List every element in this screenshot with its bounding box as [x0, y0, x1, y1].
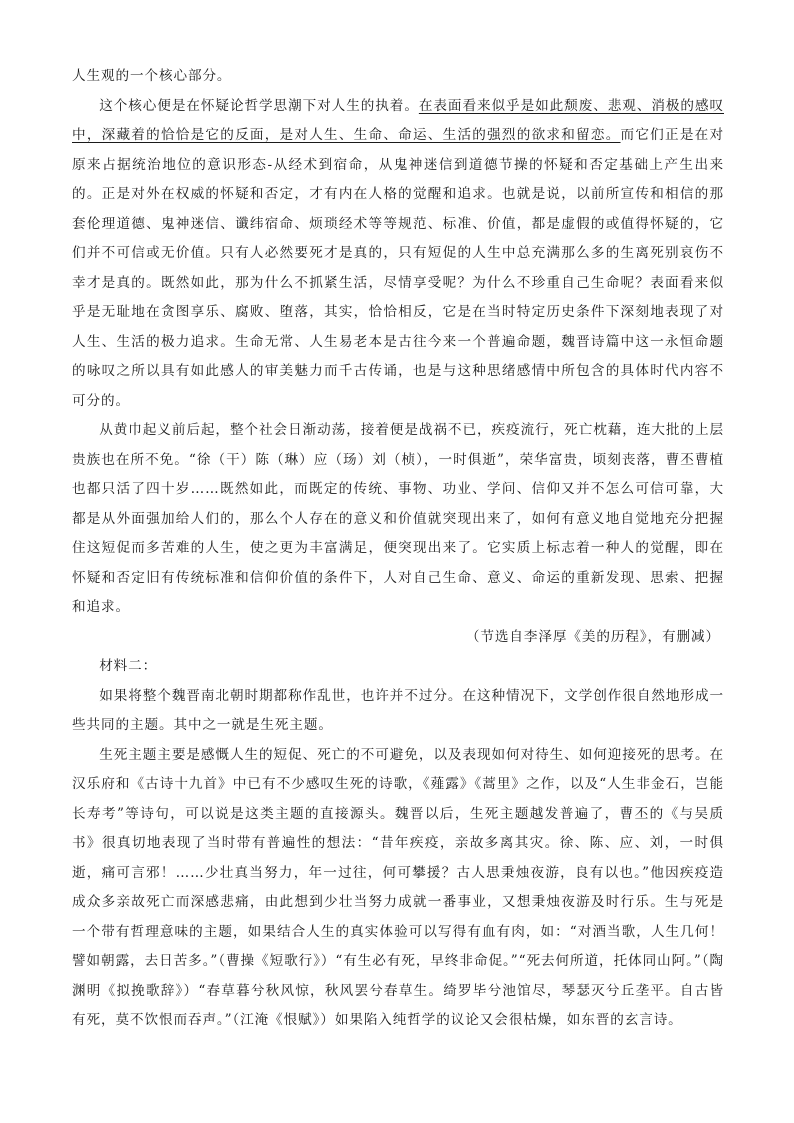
paragraph-continuation: 人生观的一个核心部分。 — [72, 68, 232, 84]
underlined-sentence: 在表面看来似乎是如此颓废、悲观、消极的感叹中，深藏着的恰恰是它的反面，是对人生、生命、命运、生活的强烈的欲求和留恋。 — [72, 97, 724, 143]
source-citation: （节选自李泽厚《美的历程》，有删减） — [465, 628, 720, 645]
paragraph-awakening: 从黄巾起义前后起，整个社会日渐动荡，接着便是战祸不已，疾疫流行，死亡枕藉，连大批的上层贵族也在所不免。“徐（干）陈（琳）应（玚）刘（桢），一时俱逝”，荣华富贵，顷刻丧落，曹丕曹植也都只活了四十岁……既然如此，而既定的传统、事物、功业、学问、信仰又并不怎么可信可靠，大都是从外面强加给人们的，那么个人存在的意义和价值就突现出来了，如何有意义地自觉地充分把握住这短促而多苦难的人生，使之更为丰富满足，便突现出来了。它实质上标志着一种人的觉醒，即在怀疑和否定旧有传统标准和信仰价值的条件下，人对自己生命、意义、命运的重新发现、思索、把握和追求。 — [72, 422, 724, 615]
paragraph-core-attachment — [72, 92, 724, 417]
paragraph-troubled-times: 如果将整个魏晋南北朝时期都称作乱世，也许并不过分。在这种情况下，文学创作很自然地形成一些共同的主题。其中之一就是生死主题。 — [72, 687, 724, 733]
material-two-heading: 材料二： — [99, 658, 158, 674]
paragraph-body-text: 而它们正是在对原来占据统治地位的意识形态-从经术到宿命，从鬼神迷信到道德节操的怀疑和否定基础上产生出来的。正是对外在权威的怀疑和否定，才有内在人格的觉醒和追求。也就是说，以前所宣传和相信的那套伦理道德、鬼神迷信、谶纬宿命、烦琐经术等等规范、标准、价值，都是虚假的或值得怀疑的，它们并不可信或无价值。只有人必然要死才是真的，只有短促的人生中总充满那么多的生离死别哀伤不幸才是真的。既然如此，那为什么不抓紧生活，尽情享受呢？为什么不珍重自己生命呢？表面看来似乎是无耻地在贪图享乐、腐败、堕落，其实，恰恰相反，它是在当时特定历史条件下深刻地表现了对人生、生活的极力追求。生命无常、人生易老本是古往今来一个普遍命题，魏晋诗篇中这一永恒命题的咏叹之所以具有如此感人的审美魅力而千古传诵，也是与这种思绪感情中所包含的具体时代内容不可分的。 — [72, 127, 724, 409]
paragraph-lead-text: 这个核心便是在怀疑论哲学思潮下对人生的执着。 — [99, 97, 419, 114]
paragraph-life-death-theme: 生死主题主要是感慨人生的短促、死亡的不可避免，以及表现如何对待生、如何迎接死的思考。在汉乐府和《古诗十九首》中已有不少感叹生死的诗歌，《薤露》《蒿里》之作，以及“人生非金石，岂能长寿考”等诗句，可以说是这类主题的直接源头。魏晋以后，生死主题越发普遍了，曹丕的《与吴质书》很真切地表现了当时带有普遍性的想法：“昔年疾疫，亲故多离其灾。徐、陈、应、刘，一时俱逝，痛可言邪！……少壮真当努力，年一过往，何可攀援？古人思秉烛夜游，良有以也。”他因疾疫造成众多亲故死亡而深感悲痛，由此想到少壮当努力成就一番事业，又想秉烛夜游及时行乐。生与死是一个带有哲理意味的主题，如果结合人生的真实体验可以写得有血有肉，如：“对酒当歌，人生几何！譬如朝露，去日苦多。”（曹操《短歌行》）“有生必有死，早终非命促。”“死去何所道，托体同山阿。”（陶渊明《拟挽歌辞》）“春草暮兮秋风惊，秋风罢兮春草生。绮罗毕兮池馆尽，琴瑟灭兮丘垄平。自古皆有死，莫不饮恨而吞声。”（江淹《恨赋》）如果陷入纯哲学的议论又会很枯燥，如东晋的玄言诗。 — [72, 746, 724, 1028]
document-page — [72, 62, 724, 1036]
